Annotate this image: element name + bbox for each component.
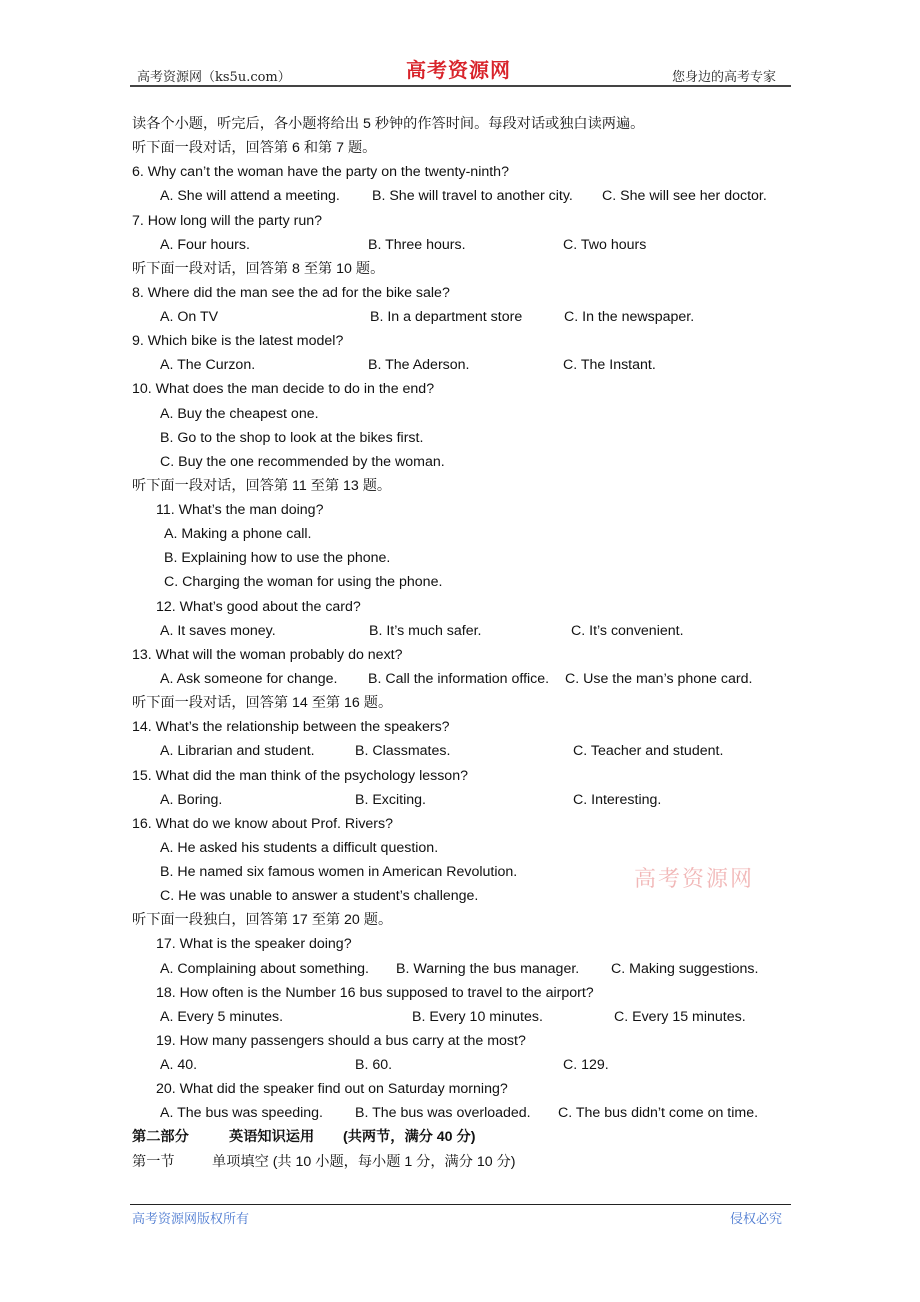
text-line: B. Explaining how to use the phone. <box>164 550 391 567</box>
answer-option: B. The bus was overloaded. <box>355 1105 531 1122</box>
question-text: 16. What do we know about Prof. Rivers? <box>132 815 394 832</box>
answer-option: A. Every 5 minutes. <box>160 1008 284 1025</box>
answer-option: A. The bus was speeding. <box>160 1105 323 1122</box>
answer-option: C. Interesting. <box>573 791 662 808</box>
answer-option: A. Boring. <box>160 791 223 808</box>
text-line: C. He was unable to answer a student’s challenge. <box>160 888 479 905</box>
text-line: 听下面一段对话，回答第 14 至第 16 题。 <box>132 695 393 712</box>
question-text: 17. What is the speaker doing? <box>156 936 352 953</box>
answer-option: A. Librarian and student. <box>160 743 315 760</box>
answer-option: C. In the newspaper. <box>564 309 695 326</box>
answer-option: B. She will travel to another city. <box>372 188 573 205</box>
text-line: 英语知识运用 <box>229 1129 315 1146</box>
question-text: 14. What’s the relationship between the speakers? <box>132 719 450 736</box>
question-text: 6. Why can’t the woman have the party on the twenty-ninth? <box>132 164 509 181</box>
answer-option: A. Complaining about something. <box>160 960 369 977</box>
answer-option: B. Every 10 minutes. <box>412 1008 543 1025</box>
text-line: 第一节 <box>132 1153 175 1170</box>
text-line: B. Go to the shop to look at the bikes first. <box>160 429 424 446</box>
footer-divider <box>130 1204 791 1205</box>
answer-option: C. It’s convenient. <box>571 622 684 639</box>
answer-option: B. Call the information office. <box>368 670 550 687</box>
text-line: 第二部分 <box>132 1129 189 1146</box>
answer-option: A. The Curzon. <box>160 357 256 374</box>
text-line: 单项填空 (共 10 小题，每小题 1 分，满分 10 分) <box>212 1153 516 1170</box>
question-text: 18. How often is the Number 16 bus supposed to travel to the airport? <box>156 984 594 1001</box>
question-text: 11. What’s the man doing? <box>156 502 324 519</box>
question-text: 10. What does the man decide to do in the end? <box>132 381 435 398</box>
answer-option: C. The bus didn’t come on time. <box>558 1105 759 1122</box>
answer-option: C. She will see her doctor. <box>602 188 767 205</box>
header-slogan: 您身边的高考专家 <box>672 70 777 85</box>
answer-option: B. Exciting. <box>355 791 426 808</box>
answer-option: B. 60. <box>355 1057 393 1074</box>
text-line: B. He named six famous women in American Revolution. <box>160 864 518 881</box>
text-line: C. Charging the woman for using the phone. <box>164 574 443 591</box>
question-text: 7. How long will the party run? <box>132 212 323 229</box>
site-logo: 高考资源网 <box>406 58 511 82</box>
answer-option: C. Teacher and student. <box>573 743 724 760</box>
text-line: 听下面一段对话，回答第 11 至第 13 题。 <box>132 477 392 494</box>
answer-option: B. In a department store <box>370 309 523 326</box>
answer-option: A. She will attend a meeting. <box>160 188 340 205</box>
question-text: 12. What’s good about the card? <box>156 598 361 615</box>
question-text: 9. Which bike is the latest model? <box>132 333 344 350</box>
answer-option: C. Every 15 minutes. <box>614 1008 746 1025</box>
question-text: 13. What will the woman probably do next? <box>132 646 403 663</box>
answer-option: A. 40. <box>160 1057 198 1074</box>
answer-option: C. Making suggestions. <box>611 960 759 977</box>
watermark: 高考资源网 <box>634 867 755 892</box>
answer-option: A. On TV <box>160 309 219 326</box>
answer-option: C. Use the man’s phone card. <box>565 670 753 687</box>
text-line: 听下面一段对话，回答第 8 至第 10 题。 <box>132 260 385 277</box>
answer-option: B. The Aderson. <box>368 357 470 374</box>
text-line: (共两节，满分 40 分) <box>343 1129 476 1146</box>
answer-option: B. Warning the bus manager. <box>396 960 580 977</box>
text-line: C. Buy the one recommended by the woman. <box>160 453 445 470</box>
answer-option: C. 129. <box>563 1057 609 1074</box>
question-text: 8. Where did the man see the ad for the bike sale? <box>132 284 450 301</box>
answer-option: A. Ask someone for change. <box>160 670 338 687</box>
header-divider <box>130 85 791 87</box>
text-line: A. Making a phone call. <box>164 526 312 543</box>
text-line: 听下面一段独白，回答第 17 至第 20 题。 <box>132 912 393 929</box>
header-site-name: 高考资源网（ks5u.com） <box>137 70 291 85</box>
answer-option: B. It’s much safer. <box>369 622 482 639</box>
text-line: A. Buy the cheapest one. <box>160 405 319 422</box>
answer-option: B. Classmates. <box>355 743 451 760</box>
text-line: A. He asked his students a difficult question. <box>160 839 439 856</box>
text-line: 听下面一段对话，回答第 6 和第 7 题。 <box>132 140 377 157</box>
answer-option: C. The Instant. <box>563 357 656 374</box>
question-text: 20. What did the speaker find out on Saturday morning? <box>156 1081 508 1098</box>
text-line: 读各个小题，听完后，各小题将给出 5 秒钟的作答时间。每段对话或独白读两遍。 <box>132 116 645 132</box>
answer-option: C. Two hours <box>563 236 647 253</box>
answer-option: A. It saves money. <box>160 622 276 639</box>
answer-option: B. Three hours. <box>368 236 466 253</box>
answer-option: A. Four hours. <box>160 236 250 253</box>
question-text: 15. What did the man think of the psychology lesson? <box>132 767 468 784</box>
question-text: 19. How many passengers should a bus carry at the most? <box>156 1032 526 1049</box>
footer-rights: 侵权必究 <box>730 1212 783 1227</box>
footer-copyright: 高考资源网版权所有 <box>132 1212 250 1227</box>
